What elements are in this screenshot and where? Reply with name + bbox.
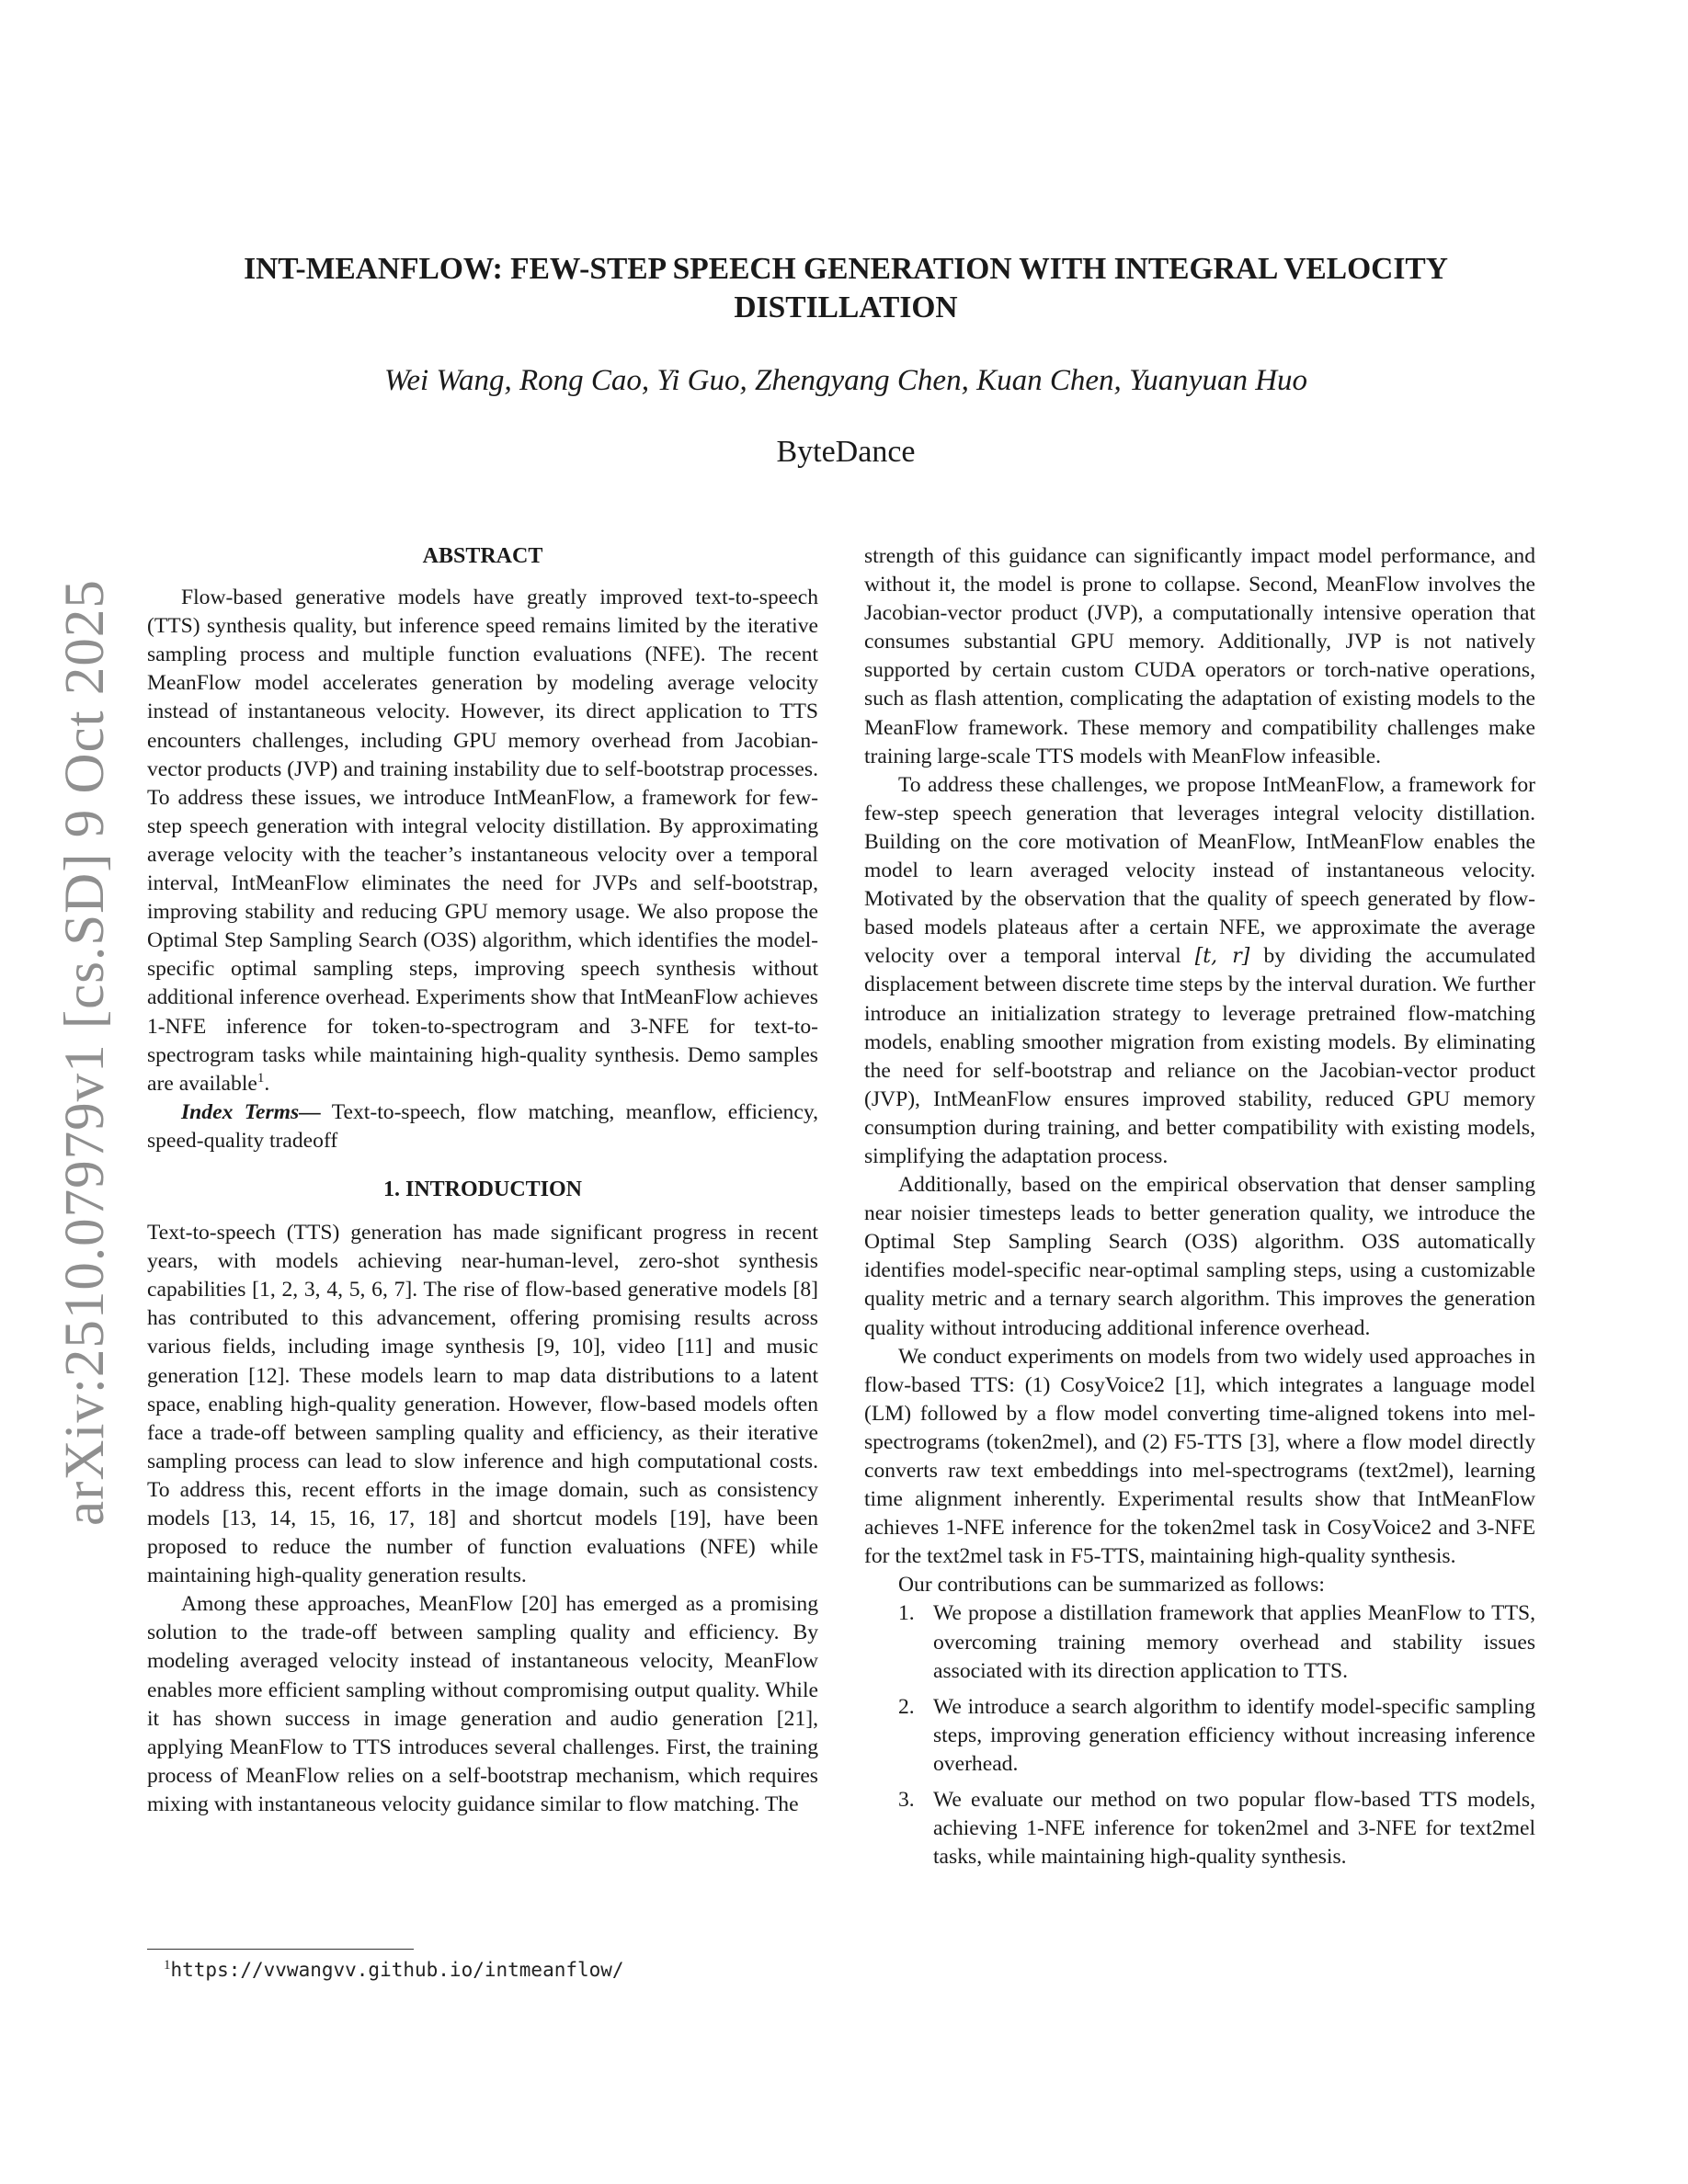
- contribution-text: We evaluate our method on two popular flow-based TTS models, achieving 1-NFE inference for token2mel and 3-NFE for text2mel tasks, while maintaining high-quality synthesis.: [933, 1788, 1535, 1870]
- abstract-end: .: [264, 1071, 270, 1096]
- abstract-body: Flow-based generative models have greatly improved text-to-speech (TTS) synthesis quality, but inference speed remains limited by the iterative sampling process and multiple function evaluations (NFE). The recent MeanFlow model accelerates generation by modeling average velocity instead of instantaneous velocity. However, its direct application to TTS encounters challenges, including GPU memory overhead from Jacobian-vector products (JVP) and training instability due to self-bootstrap processes. To address these issues, we introduce IntMeanFlow, a framework for few-step speech generation with integral velocity distillation. By approximating average velocity with the teacher’s instantaneous velocity over a temporal interval, IntMeanFlow eliminates the need for JVPs and self-bootstrap, improving stability and reducing GPU memory usage. We also propose the Optimal Step Sampling Search (O3S) algorithm, which identifies the model-specific optimal sampling steps, improving speech synthesis without additional inference overhead. Experiments show that IntMeanFlow achieves 1-NFE inference for token-to-spectrogram and 3-NFE for text-to-spectrogram tasks while maintaining high-quality synthesis. Demo samples are available: [147, 586, 818, 1096]
- intro-paragraph-1: Text-to-speech (TTS) generation has made significant progress in recent years, with models achieving near-human-level, zero-shot synthesis capabilities [1, 2, 3, 4, 5, 6, 7]. The rise of flow-based generative models [8] has contributed to this advancement, offering promising results across various fields, including image synthesis [9, 10], video [11] and music generation [12]. These models learn to map data distributions to a latent space, enabling high-quality generation. However, flow-based models often face a trade-off between sampling quality and efficiency, as their iterative sampling process can lead to slow inference and high computational costs. To address this, recent efforts in the image domain, such as consistency models [13, 14, 15, 16, 17, 18] and shortcut models [19], have been proposed to reduce the number of function evaluations (NFE) while maintaining high-quality generation results.: [147, 1221, 818, 1588]
- title-line-1: INT-MEANFLOW: FEW-STEP SPEECH GENERATION WITH INTEGRAL VELOCITY: [244, 252, 1448, 286]
- footnote-divider: [147, 1949, 414, 1950]
- left-column: [147, 542, 818, 1819]
- intro-paragraph-2: Among these approaches, MeanFlow [20] has emerged as a promising solution to the trade-off between sampling quality and efficiency. By modeling averaged velocity instead of instantaneous velocity, MeanFlow enables more efficient sampling without compromising output quality. While it has shown success in image generation and audio generation [21], applying MeanFlow to TTS introduces several challenges. First, the training process of MeanFlow relies on a self-bootstrap mechanism, which requires mixing with instantaneous velocity guidance similar to flow matching. The: [147, 1592, 818, 1816]
- contribution-item: [864, 1693, 1535, 1779]
- intro-paragraph-7: Our contributions can be summarized as follows:: [898, 1573, 1325, 1598]
- paper-title: [147, 250, 1545, 327]
- title-line-2: DISTILLATION: [734, 290, 958, 324]
- intro-paragraph-4a: To address these challenges, we propose IntMeanFlow, a framework for few-step speech generation that leverages integral velocity distillation. Building on the core motivation of MeanFlow, IntMeanFlow enables the model to learn averaged velocity instead of instantaneous velocity. Motivated by the observation that the quality of speech generated by flow-based models plateaus after a certain NFE, we approximate the average velocity over a temporal interval: [864, 772, 1535, 969]
- intro-paragraph-4: [864, 771, 1535, 1171]
- footnote: [164, 1958, 624, 1981]
- intro-paragraph-4b: by dividing the accumulated displacement between discrete time steps by the interval duration. We further introduce an initialization strategy to leverage pretrained flow-matching models, enabling smoother migration from existing models. By eliminating the need for self-bootstrap and reliance on the Jacobian-vector product (JVP), IntMeanFlow ensures improved stability, reduced GPU memory consumption during training, and better compatibility with existing models, simplifying the adaptation process.: [864, 944, 1535, 1168]
- footnote-url-link[interactable]: https://vvwangvv.github.io/intmeanflow/: [170, 1959, 624, 1981]
- footnote-marker[interactable]: 1: [257, 1070, 265, 1086]
- contribution-text: We introduce a search algorithm to identify model-specific sampling steps, improving generation efficiency without increasing inference overhead.: [933, 1694, 1535, 1776]
- footnote-number: 1: [164, 1958, 171, 1973]
- arxiv-identifier-stamp: arXiv:2510.07979v1 [cs.SD] 9 Oct 2025: [54, 579, 116, 1526]
- abstract-text: [147, 584, 818, 1098]
- contribution-number: 2.: [898, 1694, 915, 1719]
- contributions-list: [864, 1599, 1535, 1871]
- intro-paragraph-3: strength of this guidance can significantly impact model performance, and without it, the model is prone to collapse. Second, MeanFlow involves the Jacobian-vector product (JVP), a computationally intensive operation that consumes substantial GPU memory. Additionally, JVP is not natively supported by certain custom CUDA operators or torch-native operations, such as flash attention, complicating the adaptation of existing models to the MeanFlow framework. These memory and compatibility challenges make training large-scale TTS models with MeanFlow infeasible.: [864, 544, 1535, 768]
- interval-math: [t, r]: [1194, 945, 1250, 969]
- right-column: [864, 542, 1535, 1879]
- author-list: Wei Wang, Rong Cao, Yi Guo, Zhengyang Chen, Kuan Chen, Yuanyuan Huo: [383, 364, 1308, 397]
- affiliation: ByteDance: [776, 435, 916, 469]
- contribution-item: [864, 1786, 1535, 1871]
- intro-paragraph-5: Additionally, based on the empirical observation that denser sampling near noisier timesteps leads to better generation quality, we introduce the Optimal Step Sampling Search (O3S) algorithm. O3S automatically identifies model-specific near-optimal sampling steps, using a customizable quality metric and a ternary search algorithm. This improves the generation quality without introducing additional inference overhead.: [864, 1173, 1535, 1340]
- contribution-item: [864, 1599, 1535, 1685]
- index-terms: [147, 1098, 818, 1155]
- index-terms-label: Index Terms—: [181, 1099, 321, 1124]
- contribution-number: 1.: [898, 1601, 915, 1626]
- contribution-text: We propose a distillation framework that applies MeanFlow to TTS, overcoming training memory overhead and stability issues associated with its direction application to TTS.: [933, 1601, 1535, 1683]
- index-terms-text: Text-to-speech, flow matching, meanflow, efficiency, speed-quality tradeoff: [147, 1099, 818, 1153]
- contribution-number: 3.: [898, 1788, 915, 1813]
- intro-paragraph-6: We conduct experiments on models from two widely used approaches in flow-based TTS: (1) CosyVoice2 [1], which integrates a language model (LM) followed by a flow model converting time-aligned tokens into mel-spectrograms (token2mel), and (2) F5-TTS [3], where a flow model directly converts raw text embeddings into mel-spectrograms (text2mel), learning time alignment inherently. Experimental results show that IntMeanFlow achieves 1-NFE inference for the token2mel task in CosyVoice2 and 3-NFE for the text2mel task in F5-TTS, maintaining high-quality synthesis.: [864, 1344, 1535, 1569]
- abstract-heading: ABSTRACT: [422, 544, 543, 568]
- introduction-heading: 1. INTRODUCTION: [382, 1177, 583, 1201]
